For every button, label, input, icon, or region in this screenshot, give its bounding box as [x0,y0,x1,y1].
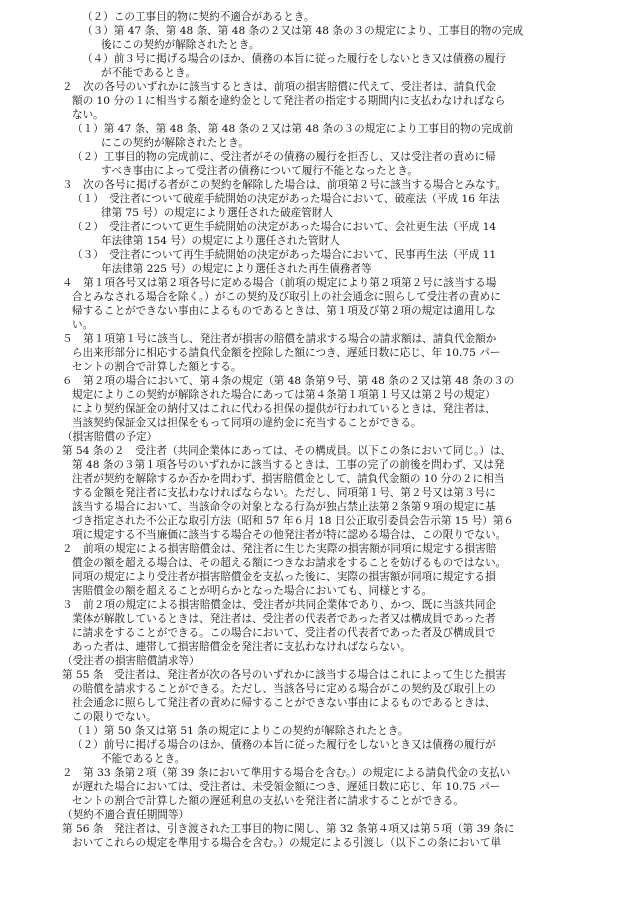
text-line: 後にこの契約が解除されたとき。 [101,39,260,51]
text-line: にこの契約が解除されたとき。 [101,137,249,149]
text-line: （１） 受注者について破産手続開始の決定があった場合において、破産法（平成 16 年法 [72,193,500,205]
text-line: ら出来形部分に相応する請負代金額を控除した額につき、遅延日数に応じ、年 10.75 パー [72,347,501,359]
text-line: ３ 前２項の規定による損害賠償金は、受注者が共同企業体であり、かつ、既に当該共同企 [62,599,496,611]
text-line: が遅れた場合においては、受注者は、未受領金額につき、遅延日数に応じ、年 10.75 パー [72,781,501,793]
text-line: （２）工事目的物の完成前に、受注者がその債務の履行を拒否し、又は受注者の責めに帰 [72,151,496,163]
text-line: セントの割合で計算した額とする。 [72,361,242,373]
text-line: （２） 受注者について更生手続開始の決定があった場合において、会社更生法（平成 14 [72,221,497,233]
text-line: 律第 75 号）の規定により選任された破産管財人 [101,207,334,219]
text-line: 注者が契約を解除するか否かを問わず、損害賠償金として、請負代金額の 10 分の２に相当 [72,473,505,485]
text-line: （１）第 47 条、第 48 条、第 48 条の２又は第 48 条の３の規定により工事目的物の完成前 [72,123,514,135]
text-line: すべき事由によって受注者の債務について履行不能となったとき。 [101,165,418,177]
text-line: ６ 第２項の場合において、第４条の規定（第 48 条第９号、第 48 条の２又は第 48 条の３の [62,375,515,387]
text-line: 年法律第 225 号）の規定により選任された再生債務者等 [101,263,372,275]
text-line: ２ 前項の規定による損害賠償金は、発注者に生じた実際の損害額が同項に規定する損害賠 [62,543,497,555]
text-line: する金額を発注者に支払わなければならない。ただし、同項第１号、第２号又は第３号に [72,487,496,499]
text-line: 該当する場合において、当該命令の対象となる行為が独占禁止法第２条第９項の規定に基 [72,501,496,513]
text-line: この限りでない。 [72,711,157,723]
text-line: の賠償を請求することができる。ただし、当該各号に定める場合がこの契約及び取引上の [72,683,496,695]
text-line: 額の 10 分の１に相当する額を違約金として発注者の指定する期間内に支払わなければなら [72,95,506,107]
section-heading: （契約不適合責任期間等） [62,809,190,821]
text-line: 償金の額を超える場合は、その超える額につきなお請求をすることを妨げるものではない。 [72,557,507,569]
text-line: ３ 次の各号に掲げる者がこの契約を解除した場合は、前項第２号に該当する場合とみなす。 [62,179,507,191]
text-line: 同項の規定により受注者が損害賠償金を支払った後に、実際の損害額が同項に規定する損 [72,571,496,583]
text-line: い。 [72,319,94,331]
text-line: 項に規定する不当廉価に該当する場合その他発注者が特に認める場合は、この限りでない。 [72,529,507,541]
text-line: 害賠償金の額を超えることが明らかとなった場合においても、同様とする。 [72,585,433,597]
text-line: 当該契約保証金又は担保をもって同項の違約金に充当することができる。 [72,417,422,429]
text-line: に請求をすることができる。この場合において、受注者の代表者であった者及び構成員で [72,627,496,639]
text-line: 業体が解散しているときは、発注者は、受注者の代表者であった者又は構成員であった者 [72,613,496,625]
text-line: ５ 第１項第１号に該当し、発注者が損害の賠償を請求する場合の請求額は、請負代金額か [62,333,497,345]
text-line: （１）第 50 条又は第 51 条の規定によりこの契約が解除されたとき。 [72,725,409,737]
article-heading-line: 第 56 条 発注者は、引き渡された工事目的物に関し、第 32 条第４項又は第５項（第 39 条に [62,823,515,835]
text-line: により契約保証金の納付又はこれに代わる担保の提供が行われているときは、発注者は、 [72,403,496,415]
text-line: ４ 第１項各号又は第２項各号に定める場合（前項の規定により第２項第２号に該当する場 [62,277,497,289]
text-line: （３）第 47 条、第 48 条、第 48 条の２又は第 48 条の３の規定により、工事目的物の完成 [82,25,524,37]
text-line: 帰することができない事由によるものであるときは、第１項及び第２項の規定は適用しな [72,305,496,317]
text-line: （３） 受注者について再生手続開始の決定があった場合において、民事再生法（平成 11 [72,249,497,261]
text-line: おいてこれらの規定を準用する場合を含む。）の規定による引渡し（以下この条において単 [72,837,502,849]
text-line: 規定によりこの契約が解除された場合にあっては第４条第１項第１号又は第２号の規定） [72,389,496,401]
text-line: あった者は、連帯して損害賠償金を発注者に支払わなければならない。 [72,641,411,653]
text-line: ２ 次の各号のいずれかに該当するときは、前項の損害賠償に代えて、受注者は、請負代金 [62,81,497,93]
text-line: （２）前号に掲げる場合のほか、債務の本旨に従った履行をしないとき又は債務の履行が [72,739,496,751]
section-heading: （損害賠償の予定） [62,431,158,443]
text-line: ２ 第 33 条第２項（第 39 条において準用する場合を含む。）の規定による請負代金の支払い [62,767,511,779]
text-line: 社会通念に照らして発注者の責めに帰することができない事由によるものであるときは、 [72,697,496,709]
text-line: づき指定された不公正な取引方法（昭和 57 年６月 18 日公正取引委員会告示第 15 号）第６ [72,515,515,527]
text-line: （２）この工事目的物に契約不適合があるとき。 [82,11,315,23]
text-line: （４）前３号に掲げる場合のほか、債務の本旨に従った履行をしないとき又は債務の履行 [82,53,506,65]
section-heading: （受注者の損害賠償請求等） [62,655,200,667]
article-heading-line: 第 55 条 受注者は、発注者が次の各号のいずれかに該当する場合はこれによって生じた損害 [62,669,506,681]
text-line: セントの割合で計算した額の遅延利息の支払いを発注者に請求することができる。 [72,795,464,807]
text-line: 不能であるとき。 [101,753,186,765]
article-heading-line: 第 54 条の２ 受注者（共同企業体にあっては、その構成員。以下この条において同じ。）は、 [62,445,512,457]
text-line: 第 48 条の３第１項各号のいずれかに該当するときは、工事の完了の前後を問わず、又は発 [72,459,505,471]
text-line: 合とみなされる場合を除く。）がこの契約及び取引上の社会通念に照らして受注者の責めに [72,291,501,303]
text-line: が不能であるとき。 [101,67,196,79]
text-line: 年法律第 154 号）の規定により選任された管財人 [101,235,340,247]
text-line: ない。 [72,109,104,121]
